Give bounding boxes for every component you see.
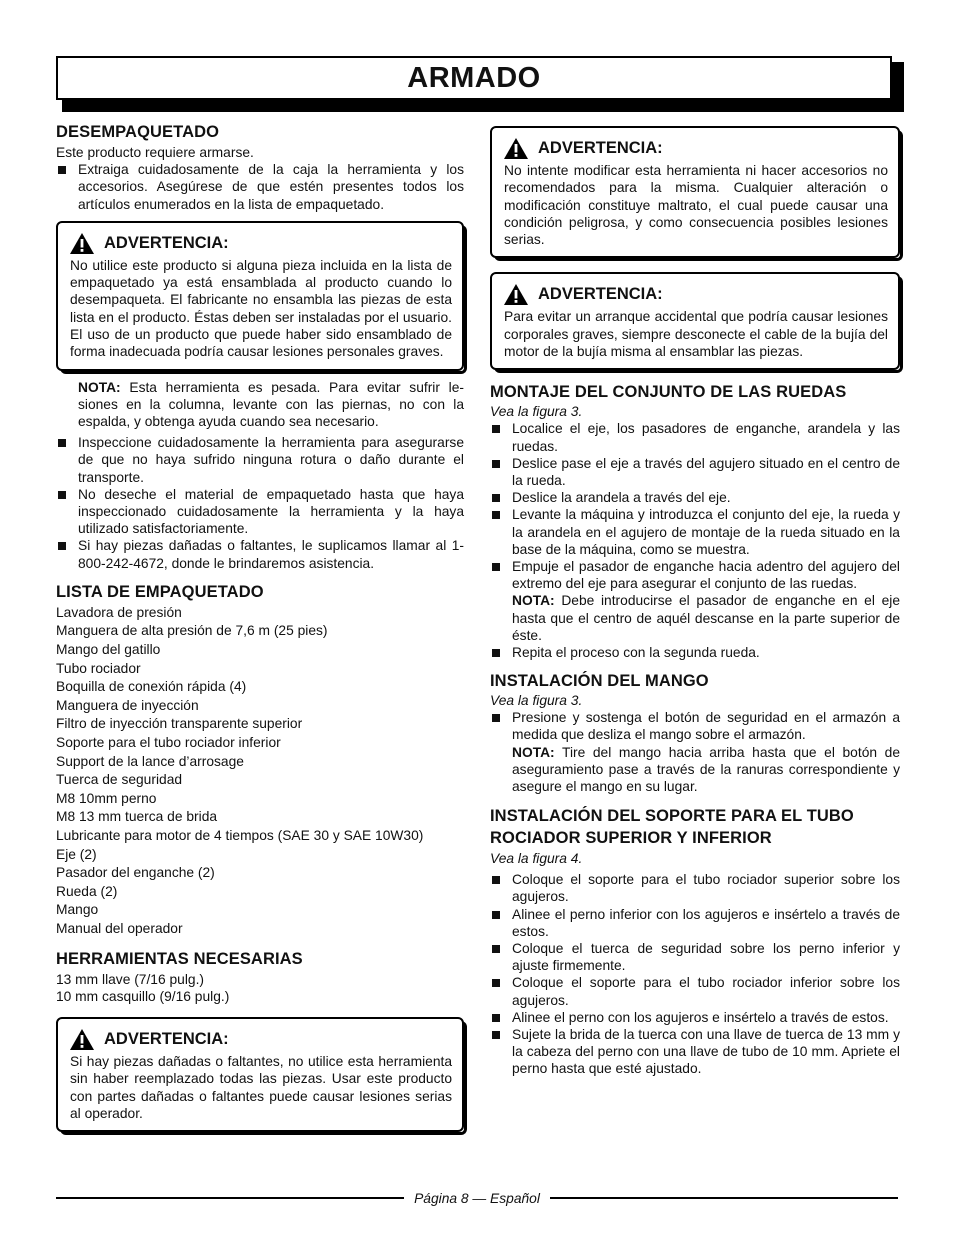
bullet-list [490, 709, 900, 795]
packing-item: Manguera de alta presión de 7,6 m (25 pies) [56, 623, 328, 639]
warning-header [70, 233, 452, 254]
list-item-text: Presione y sostenga el botón de seguridad en el armazón a medida que desliza el mango sobre el armazón. [512, 710, 900, 743]
warning-text: Para evitar un arranque accidental que podría causar lesiones corporales graves, siempre desconecte el cable de la bujía del motor de la bujía misma al ensamblar las piezas. [504, 309, 888, 360]
warning-text: No utilice este producto si alguna pieza incluida en la lista de empaquetado ya está ensamblada al producto cuando lo desempaqueta. El fabricante no ensambla las piezas de esta lista en el producto. Éstas deben ser instaladas por el usuario. El uso de un producto que puede haber sido ensamblado de forma inadecuada podría causar lesiones personales graves. [70, 257, 452, 360]
bullet-list [56, 161, 464, 213]
warning-header [504, 284, 888, 305]
section-heading-soporte: INSTALACIÓN DEL SOPORTE PARA EL TUBO ROCIADOR SUPERIOR Y INFERIOR [490, 807, 854, 848]
note-label: NOTA: [512, 744, 555, 760]
section-heading-desempaquetado: DESEMPAQUETADO [56, 123, 220, 141]
packing-item: Boquilla de conexión rápida (4) [56, 679, 247, 695]
figure-reference: Vea la figura 4. [490, 851, 583, 867]
packing-item: Pasador del enganche (2) [56, 865, 215, 881]
note-label: NOTA: [512, 593, 555, 609]
packing-item: Lavadora de presión [56, 604, 182, 620]
list-item: Si hay piezas dañadas o faltantes, le suplicamos llamar al 1-800-242-4672, donde le brindaremos asistencia. [56, 537, 464, 571]
packing-item: Manual del operador [56, 920, 183, 936]
title-box [56, 56, 892, 100]
packing-item: Support de la lance d’arrosage [56, 753, 244, 769]
page-footer [56, 1188, 898, 1208]
tool-item: 10 mm casquillo (9/16 pulg.) [56, 988, 230, 1004]
warning-box [56, 221, 464, 371]
page-title: ARMADO [407, 61, 541, 94]
note-text: Debe introducirse el pasador de enganche en el eje hasta que el centro de aquél descanse en la parte superior de éste. [512, 593, 900, 643]
section-heading-ruedas: MONTAJE DEL CONJUNTO DE LAS RUEDAS [490, 383, 847, 402]
list-item [490, 558, 900, 644]
packing-item: M8 10mm perno [56, 790, 157, 806]
right-column [490, 118, 900, 1078]
note-block [56, 379, 464, 431]
note-inline [512, 744, 900, 796]
section-heading-mango: INSTALACIÓN DEL MANGO [490, 672, 709, 691]
list-item: Coloque el tuerca de seguridad sobre los perno inferior y ajuste firmemente. [490, 940, 900, 974]
list-item: Extraiga cuidadosamente de la caja la herramienta y los accesorios. Asegúrese de que estén presentes todos los artículos enumerados en la lista de empaquetado. [56, 161, 464, 213]
list-item: Levante la máquina y introduzca el conjunto del eje, la rueda y la arandela en el agujero de montaje de la rueda situado en la base de la máquina, como se muestra. [490, 506, 900, 558]
packing-item: Rueda (2) [56, 883, 118, 899]
footer-rule-right [550, 1197, 898, 1199]
list-item: Localice el eje, los pasadores de enganche, arandela y las ruedas. [490, 420, 900, 454]
warning-box [490, 126, 900, 258]
bullet-list [56, 434, 464, 572]
title-banner [56, 56, 898, 106]
packing-item: Soporte para el tubo rociador inferior [56, 734, 281, 750]
warning-label: ADVERTENCIA: [538, 285, 663, 304]
packing-item: Manguera de inyección [56, 697, 199, 713]
warning-text: Si hay piezas dañadas o faltantes, no utilice esta herramienta sin haber reemplazado todas las piezas. Usar este producto con partes dañadas o faltantes puede causar lesiones serias al operador. [70, 1053, 452, 1121]
warning-header [504, 138, 888, 159]
warning-box [56, 1017, 464, 1132]
warning-triangle-icon [70, 1029, 94, 1050]
packing-item: Mango [56, 902, 99, 918]
packing-list [56, 604, 464, 939]
figure-reference: Vea la figura 3. [490, 404, 583, 420]
bullet-list [490, 871, 900, 1077]
note-label: NOTA: [78, 379, 121, 395]
list-item: No deseche el material de empaquetado hasta que haya inspeccionado cuidadosamente la herramienta y la haya utilizado satisfactoriamente. [56, 486, 464, 538]
packing-item: Tubo rociador [56, 660, 141, 676]
list-item: Sujete la brida de la tuerca con una llave de tuerca de 13 mm y la cabeza del perno con una llave de tubo de 10 mm. Apriete el perno hasta que esté ajustado. [490, 1026, 900, 1078]
packing-item: Eje (2) [56, 846, 97, 862]
packing-item: Mango del gatillo [56, 642, 161, 658]
figure-reference: Vea la figura 3. [490, 693, 583, 709]
list-item: Coloque el soporte para el tubo rociador inferior sobre los agujeros. [490, 974, 900, 1008]
warning-label: ADVERTENCIA: [104, 233, 229, 252]
packing-item: M8 13 mm tuerca de brida [56, 809, 218, 825]
note-text: Tire del mango hacia arriba hasta que el botón de aseguramiento pase a través de la ranuras correspondiente y asegure el mango en su lugar. [512, 744, 900, 795]
intro-text: Este producto requiere armarse. [56, 145, 254, 160]
packing-item: Tuerca de seguridad [56, 772, 183, 788]
warning-text: No intente modificar esta herramienta ni hacer accesorios no recomendados para la misma. Cualquier alteración o modificación constituye maltrato, el cual puede causar una condición peligrosa, y como consecuencia posibles lesiones serias. [504, 163, 888, 248]
packing-item: Filtro de inyección transparente superior [56, 716, 303, 732]
warning-label: ADVERTENCIA: [538, 139, 663, 157]
section-heading-lista: LISTA DE EMPAQUETADO [56, 582, 264, 601]
list-item-text: Empuje el pasador de enganche hacia adentro del agujero del extremo del eje para asegurar el conjunto de las ruedas. [512, 559, 900, 592]
list-item: Alinee el perno inferior con los agujeros e insértelo a través de estos. [490, 906, 900, 940]
packing-item: Lubricante para motor de 4 tiempos (SAE 30 y SAE 10W30) [56, 827, 424, 843]
section-heading-herramientas: HERRAMIENTAS NECESARIAS [56, 949, 303, 968]
list-item: Deslice pase el eje a través del agujero situado en el centro de la rueda. [490, 455, 900, 489]
left-column [56, 120, 464, 1140]
warning-box [490, 272, 900, 370]
warning-label: ADVERTENCIA: [104, 1029, 229, 1048]
list-item [490, 709, 900, 795]
warning-triangle-icon [70, 233, 94, 254]
note-inline [512, 592, 900, 644]
warning-header [70, 1029, 452, 1050]
page-number: Página 8 — Español [414, 1190, 540, 1206]
warning-triangle-icon [504, 138, 528, 159]
warning-triangle-icon [504, 284, 528, 305]
bullet-list [490, 420, 900, 661]
list-item: Coloque el soporte para el tubo rociador superior sobre los agujeros. [490, 871, 900, 905]
note-text: Esta herramienta es pesada. Para evitar sufrir le-siones en la columna, levante con las piernas, no con la espalda, y obtenga ayuda cuando sea necesario. [78, 379, 464, 429]
list-item: Alinee el perno con los agujeros e insértelo a través de estos. [490, 1009, 900, 1026]
list-item: Deslice la arandela a través del eje. [490, 489, 900, 506]
list-item: Inspeccione cuidadosamente la herramienta para asegurarse de que no haya sufrido ninguna rotura o daño durante el transporte. [56, 434, 464, 486]
tool-item: 13 mm llave (7/16 pulg.) [56, 971, 204, 987]
footer-rule-left [56, 1197, 404, 1199]
list-item: Repita el proceso con la segunda rueda. [490, 644, 900, 661]
